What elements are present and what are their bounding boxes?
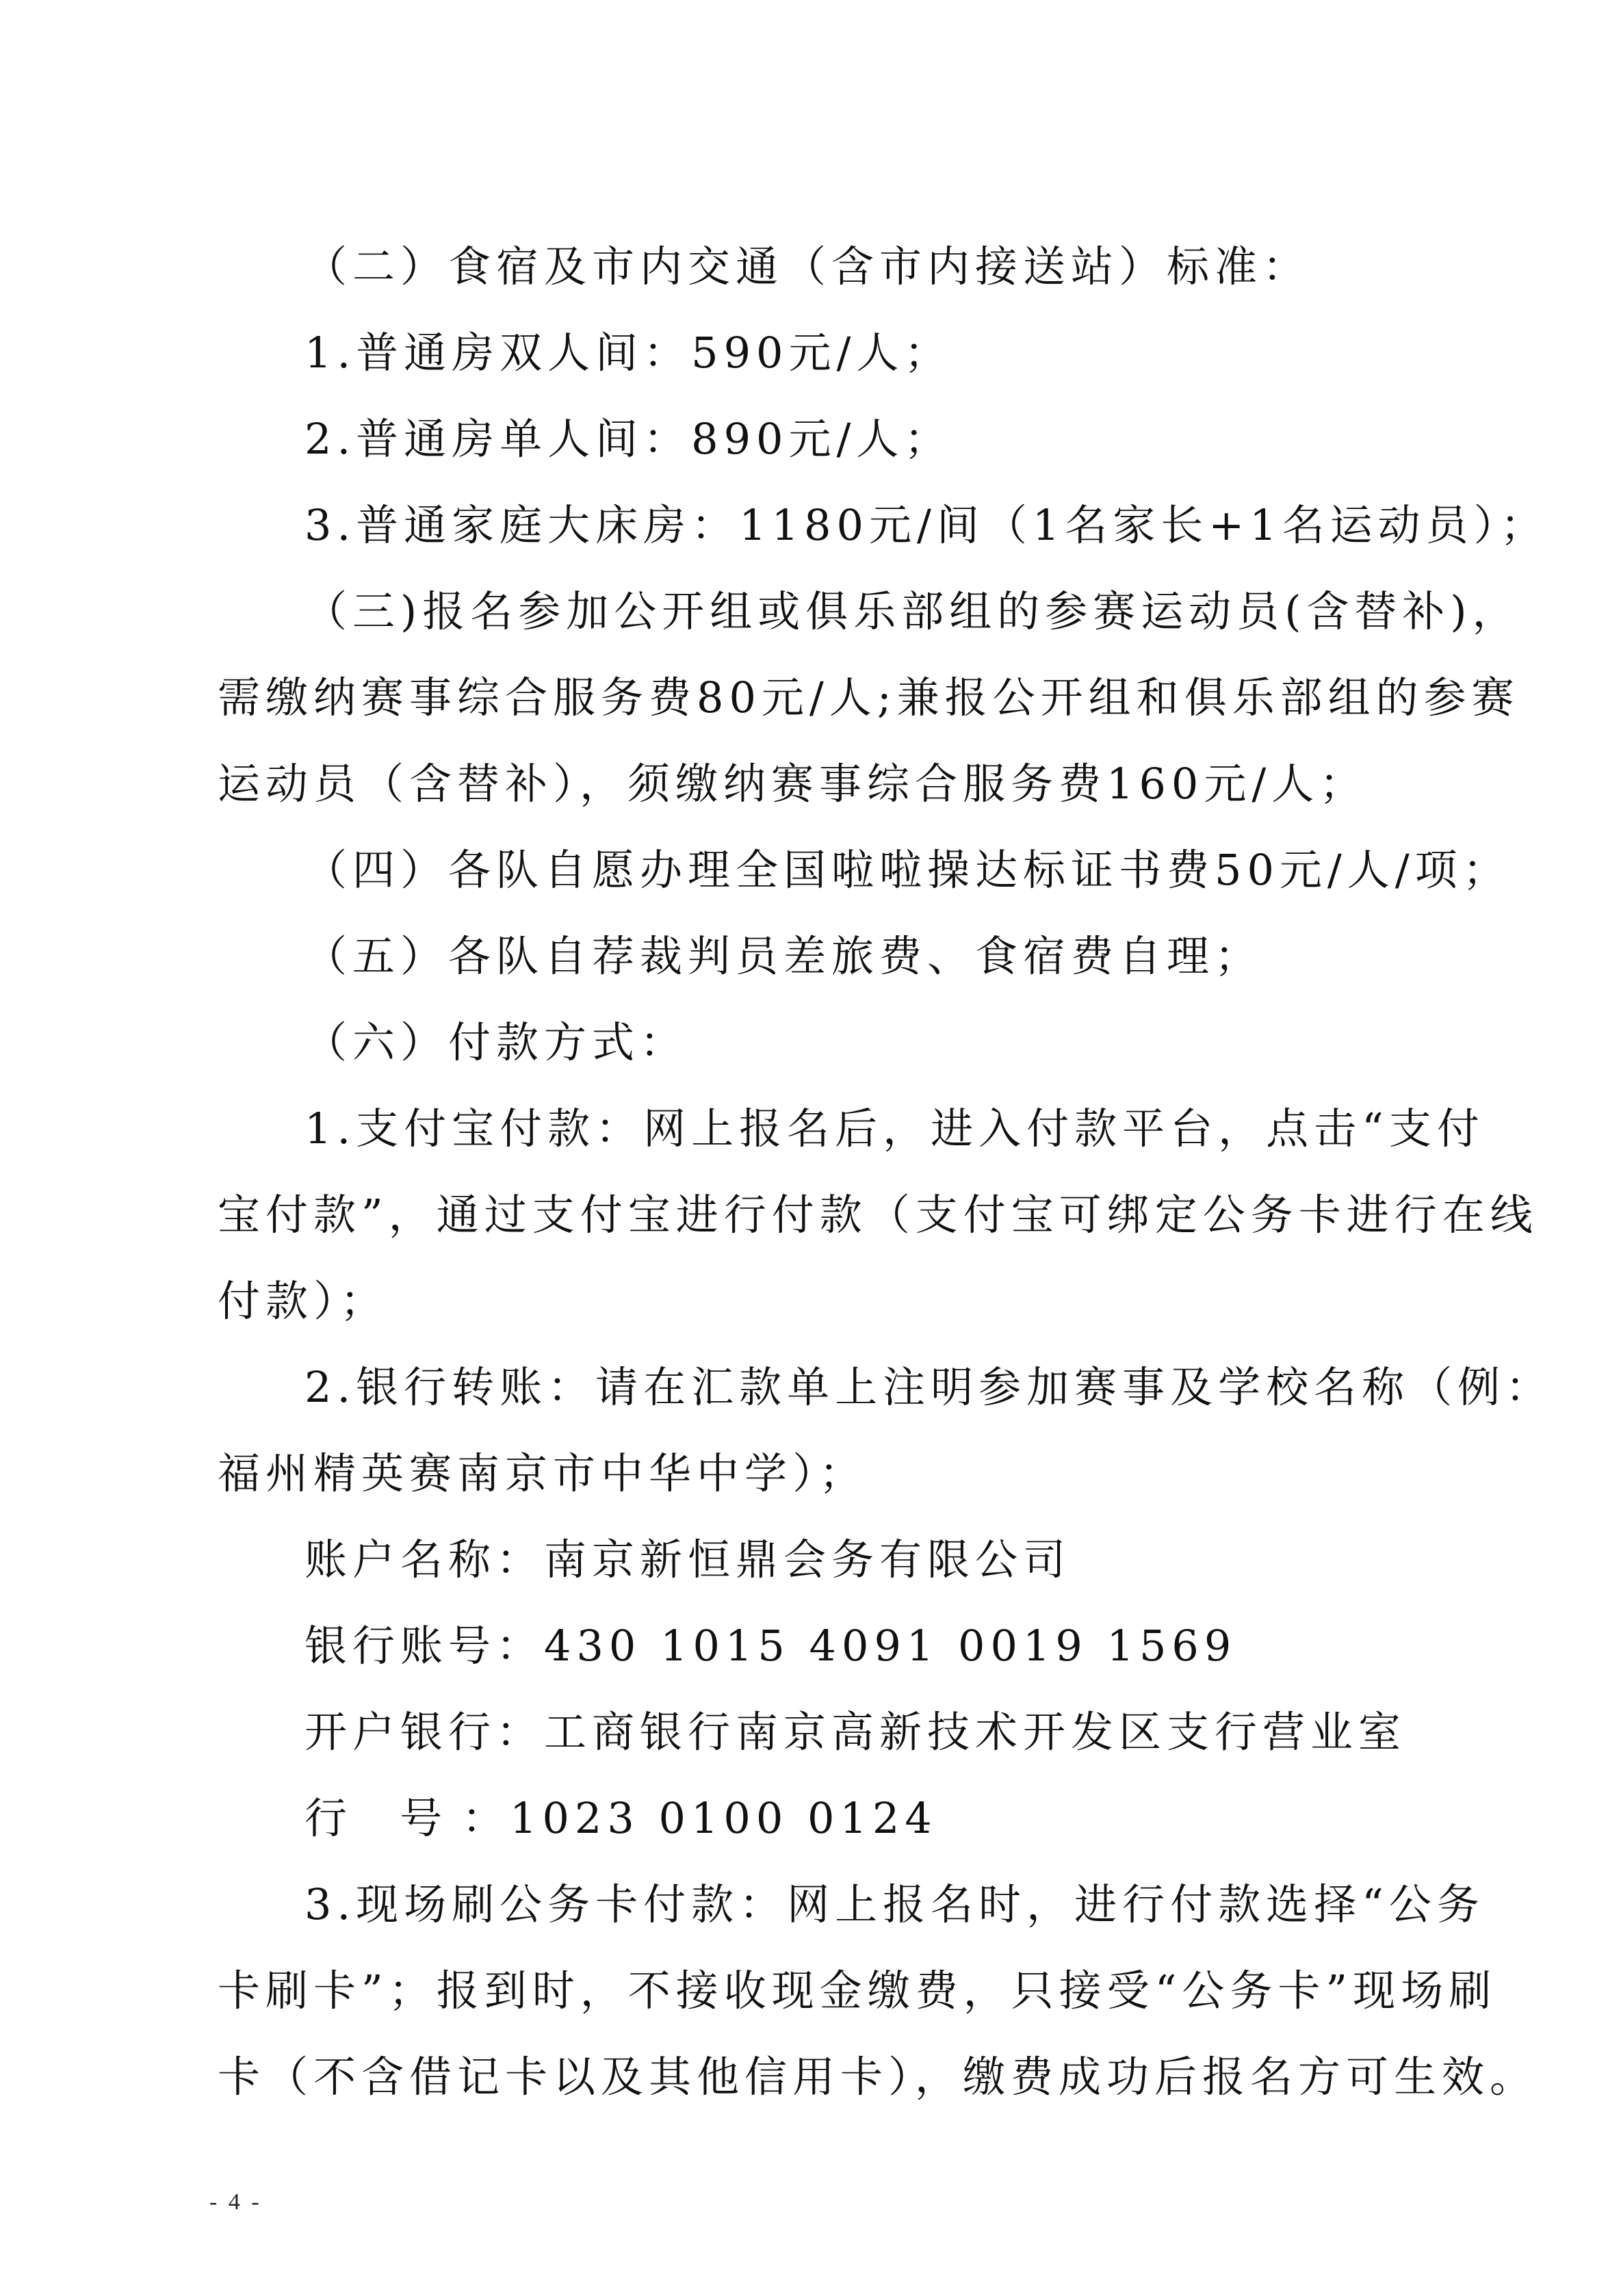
section-four: （四）各队自愿办理全国啦啦操达标证书费50元/人/项； — [304, 845, 1511, 895]
section-three-line-2: 需缴纳赛事综合服务费80元/人;兼报公开组和俱乐部组的参赛 — [218, 673, 1520, 722]
opening-bank-label: 开户银行： — [304, 1707, 545, 1757]
alipay-line-3: 付款）； — [218, 1276, 389, 1326]
card-payment-line-2: 卡刷卡”；报到时，不接收现金缴费，只接受“公务卡”现场刷 — [218, 1966, 1497, 2015]
opening-bank-value: 工商银行南京高新技术开发区支行营业室 — [544, 1707, 1407, 1757]
account-name-label: 账户名称： — [304, 1535, 545, 1584]
lodging-item-family: 3.普通家庭大床房：1180元/间（1名家长+1名运动员）； — [304, 500, 1548, 550]
bank-transfer-line-2: 福州精英赛南京市中华中学）； — [218, 1448, 868, 1498]
lodging-item-single: 2.普通房单人间：890元/人； — [304, 414, 952, 464]
lodging-item-double: 1.普通房双人间：590元/人； — [304, 328, 952, 378]
bank-code-value: 1023 0100 0124 — [510, 1793, 937, 1843]
card-payment-line-3: 卡（不含借记卡以及其他信用卡），缴费成功后报名方可生效。 — [218, 2052, 1538, 2102]
account-number-value: 430 1015 4091 0019 1569 — [544, 1621, 1237, 1671]
bank-code-row — [304, 1784, 937, 1853]
account-name-row — [304, 1526, 1071, 1594]
bank-code-label: 行 号： — [304, 1793, 510, 1843]
alipay-line-2: 宝付款”，通过支付宝进行付款（支付宝可绑定公务卡进行在线 — [218, 1190, 1538, 1240]
section-five: （五）各队自荐裁判员差旅费、食宿费自理； — [304, 931, 1263, 981]
card-payment-line-1: 3.现场刷公务卡付款：网上报名时，进行付款选择“公务 — [304, 1879, 1485, 1929]
alipay-line-1: 1.支付宝付款：网上报名后，进入付款平台，点击“支付 — [304, 1104, 1485, 1153]
account-name-value: 南京新恒鼎会务有限公司 — [544, 1535, 1072, 1584]
page-number: - 4 - — [209, 2189, 262, 2215]
section-two-heading: （二）食宿及市内交通（含市内接送站）标准： — [304, 242, 1311, 291]
account-number-row — [304, 1612, 1236, 1680]
bank-transfer-line-1: 2.银行转账：请在汇款单上注明参加赛事及学校名称（例： — [304, 1362, 1554, 1412]
opening-bank-row — [304, 1698, 1406, 1766]
section-six-heading: （六）付款方式： — [304, 1017, 688, 1067]
account-number-label: 银行账号： — [304, 1621, 545, 1671]
section-three-line-1: （三)报名参加公开组或俱乐部组的参赛运动员(含替补)， — [304, 586, 1520, 636]
section-three-line-3: 运动员（含替补），须缴纳赛事综合服务费160元/人； — [218, 759, 1368, 809]
